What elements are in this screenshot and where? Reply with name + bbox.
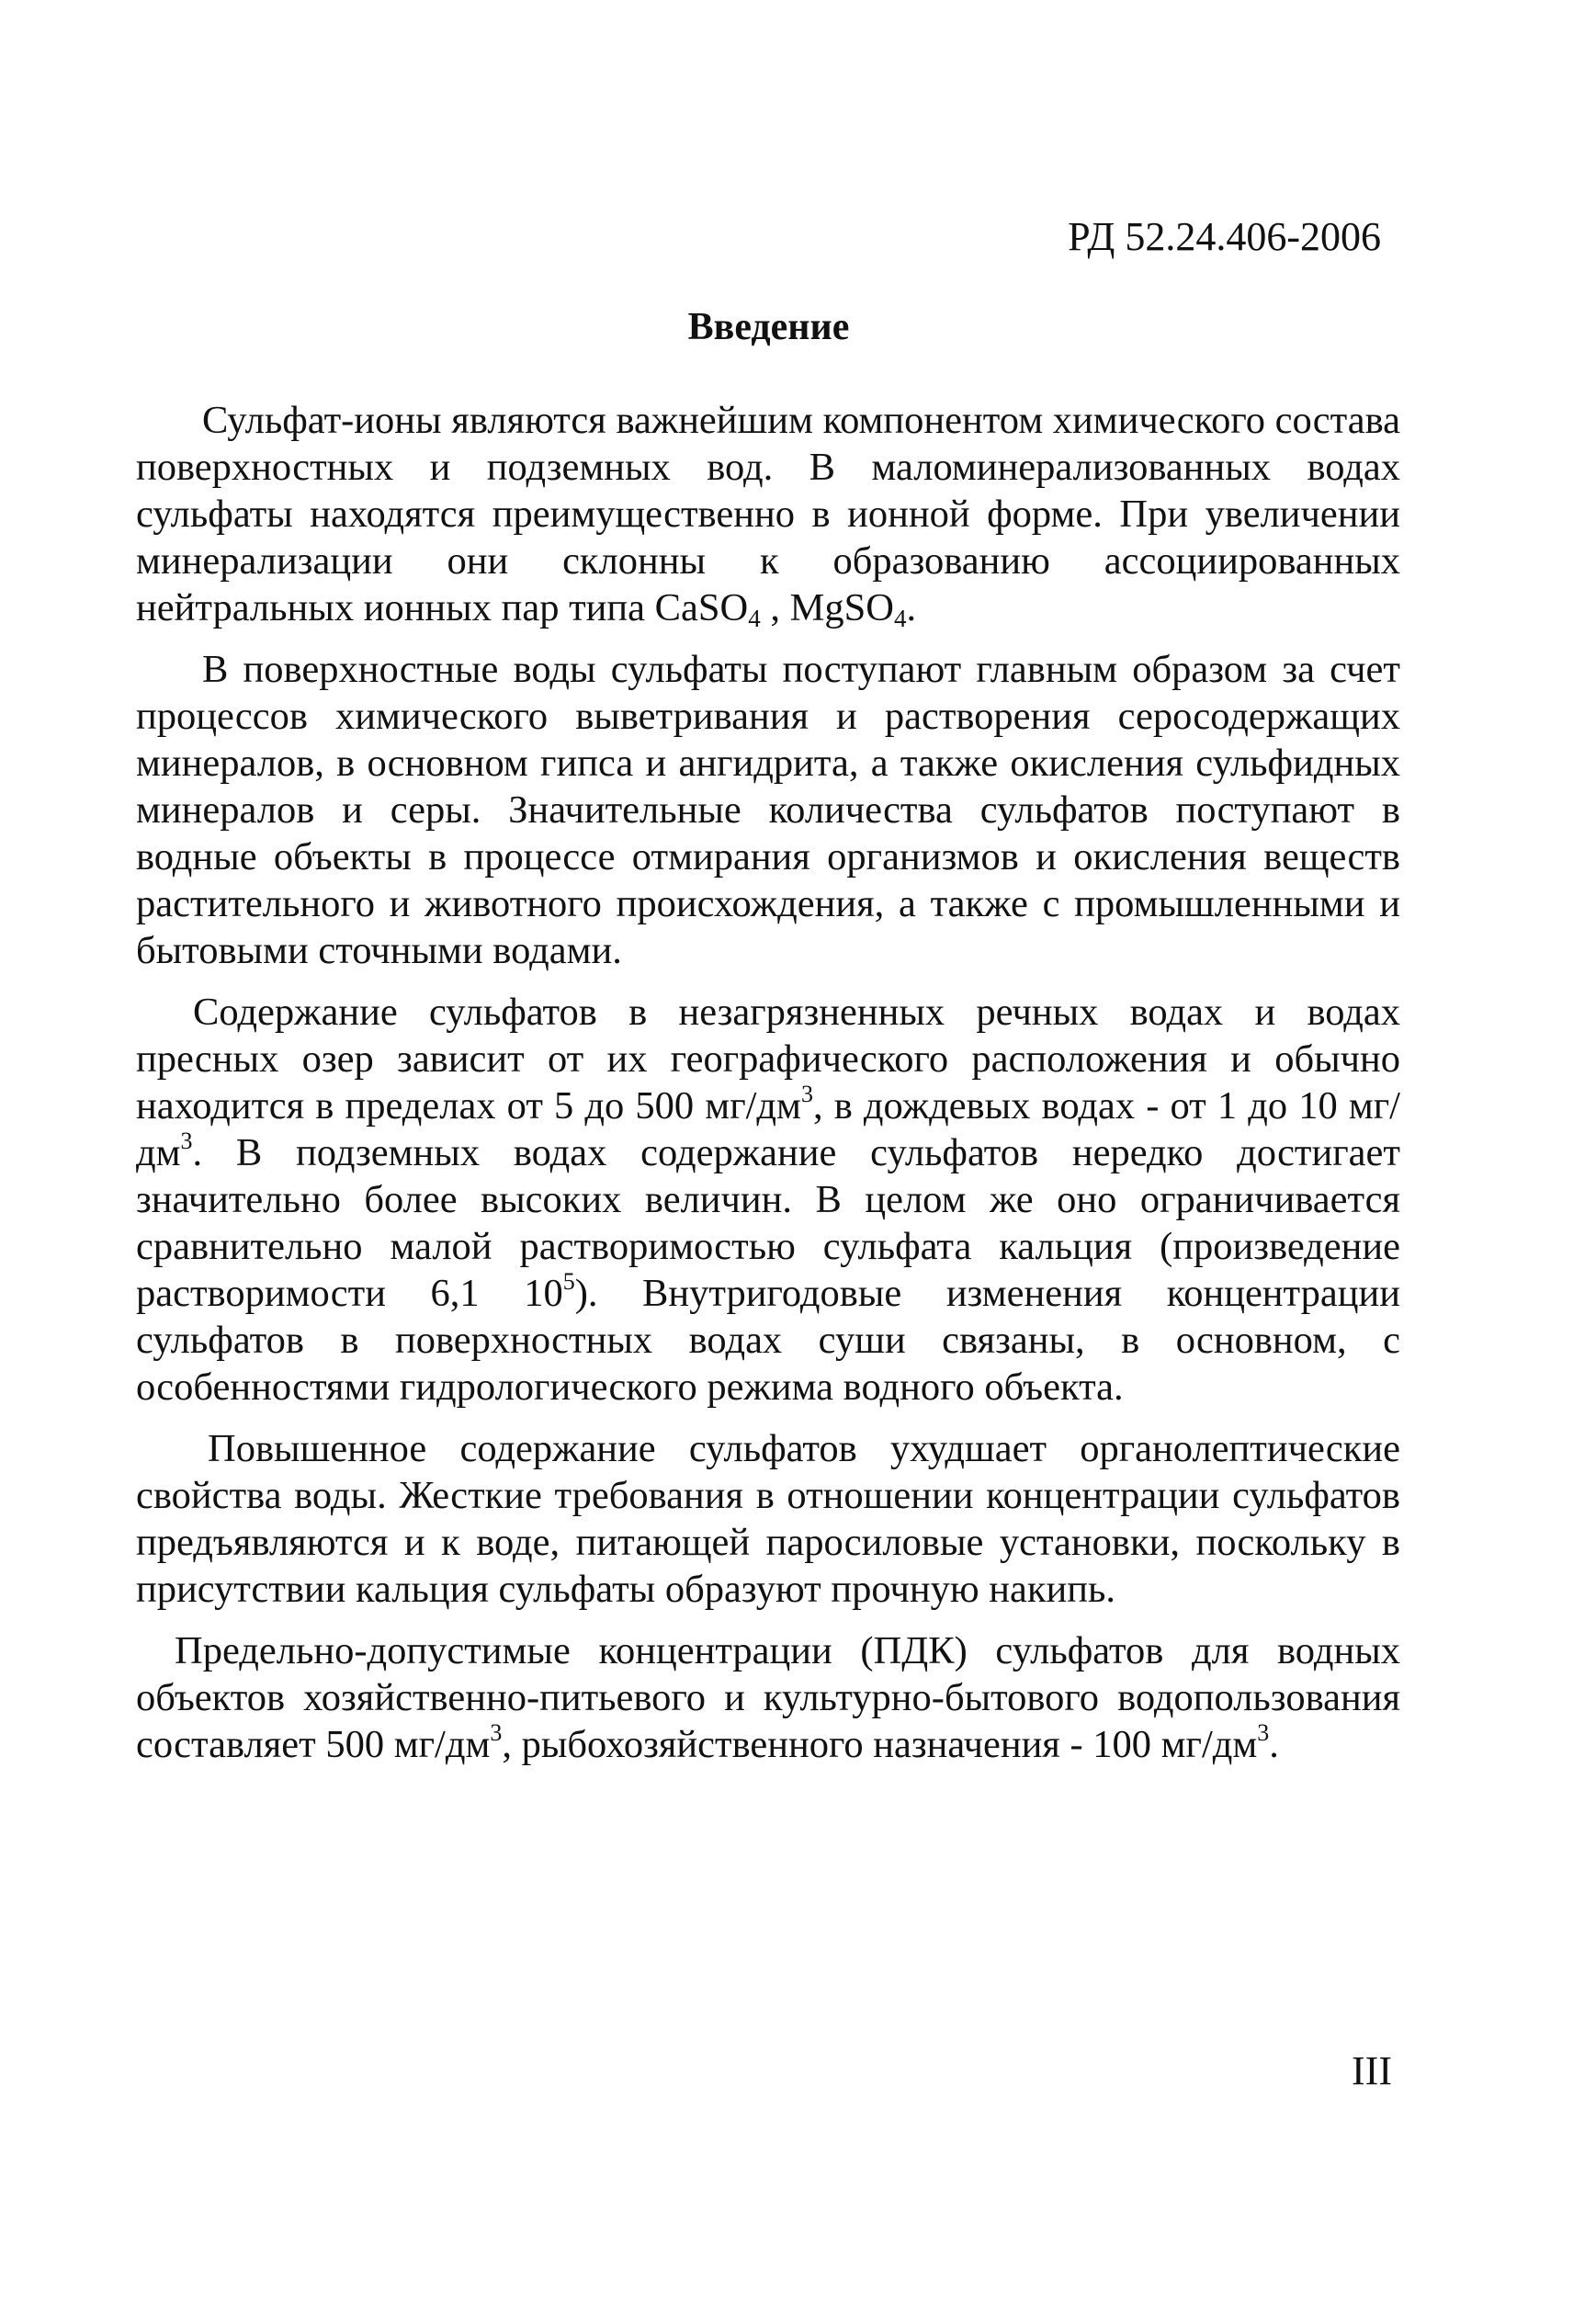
paragraph-4-text: Повышенное содержание сульфатов ухудшает органолептические свойства воды. Жесткие требования в отношении концентрации сульфатов предъявляются и к воде, питающей паросиловые установки, поскольку в присутствии кальция сульфаты образуют прочную накипь.: [136, 1427, 1400, 1611]
section-title: Введение: [687, 306, 850, 348]
paragraph-1: [136, 397, 1400, 631]
paragraph-2: [136, 646, 1400, 974]
formula-separator: ,: [760, 586, 790, 629]
paragraph-4: [136, 1425, 1400, 1613]
body-text: [136, 397, 1400, 1783]
formula-caso4: CaSO$_4$: [654, 586, 761, 632]
superscript-3: 3: [800, 1081, 813, 1107]
paragraph-2-text: В поверхностные воды сульфаты поступают главным образом за счет процессов химического выветривания и растворения серосодержащих минералов, в основном гипса и ангидрита, а также окисления сульфидных минералов и серы. Значительные количества сульфатов поступают в водные объекты в процессе отмирания организмов и окисления веществ растительного и животного происхождения, а также с промышленными и бытовыми сточными водами.: [136, 648, 1400, 972]
paragraph-3: Содержание сульфатов в незагрязненных речных водах и водах пресных озер зависит от их географического расположения и обычно находится в пределах от 5 до 500 $мг/дм^3$, в дождевых водах - от 1 до 10 $мг/дм^3$. В подземных водах содержание сульфатов нередко достигает значительно более высоких величин. В целом же оно ограничивается сравнительно малой растворимостью сульфата кальция (произведение растворимости 6,1 $10^5$). Внутригодовые изменения концентрации сульфатов в поверхностных водах суши связаны, в основном, с особенностями гидрологического режима водного объекта.: [136, 991, 1400, 1409]
superscript-3: 3: [1257, 1719, 1270, 1746]
formula-mgso4: MgSO$_4$.: [789, 586, 917, 632]
superscript-5: 5: [562, 1268, 575, 1295]
paragraph-1-text: Сульфат-ионы являются важнейшим компонентом химического состава поверхностных и подземных вод. В маломинерализованных водах сульфаты находятся преимущественно в ионной форме. При увеличении минерализации они склонны к образованию ассоциированных нейтральных ионных пар типа: [136, 399, 1400, 629]
superscript-3: 3: [180, 1128, 193, 1154]
page-number: III: [1352, 2048, 1392, 2093]
paragraph-5: Предельно-допустимые концентрации (ПДК) сульфатов для водных объектов хозяйственно-питьевого и культурно-бытового водопользования составляет 500 $мг/дм^3$, рыбохозяйственного назначения - 100 $мг/дм^3$.: [136, 1629, 1400, 1766]
document-code: РД 52.24.406-2006: [1068, 214, 1381, 259]
superscript-3: 3: [490, 1719, 503, 1746]
